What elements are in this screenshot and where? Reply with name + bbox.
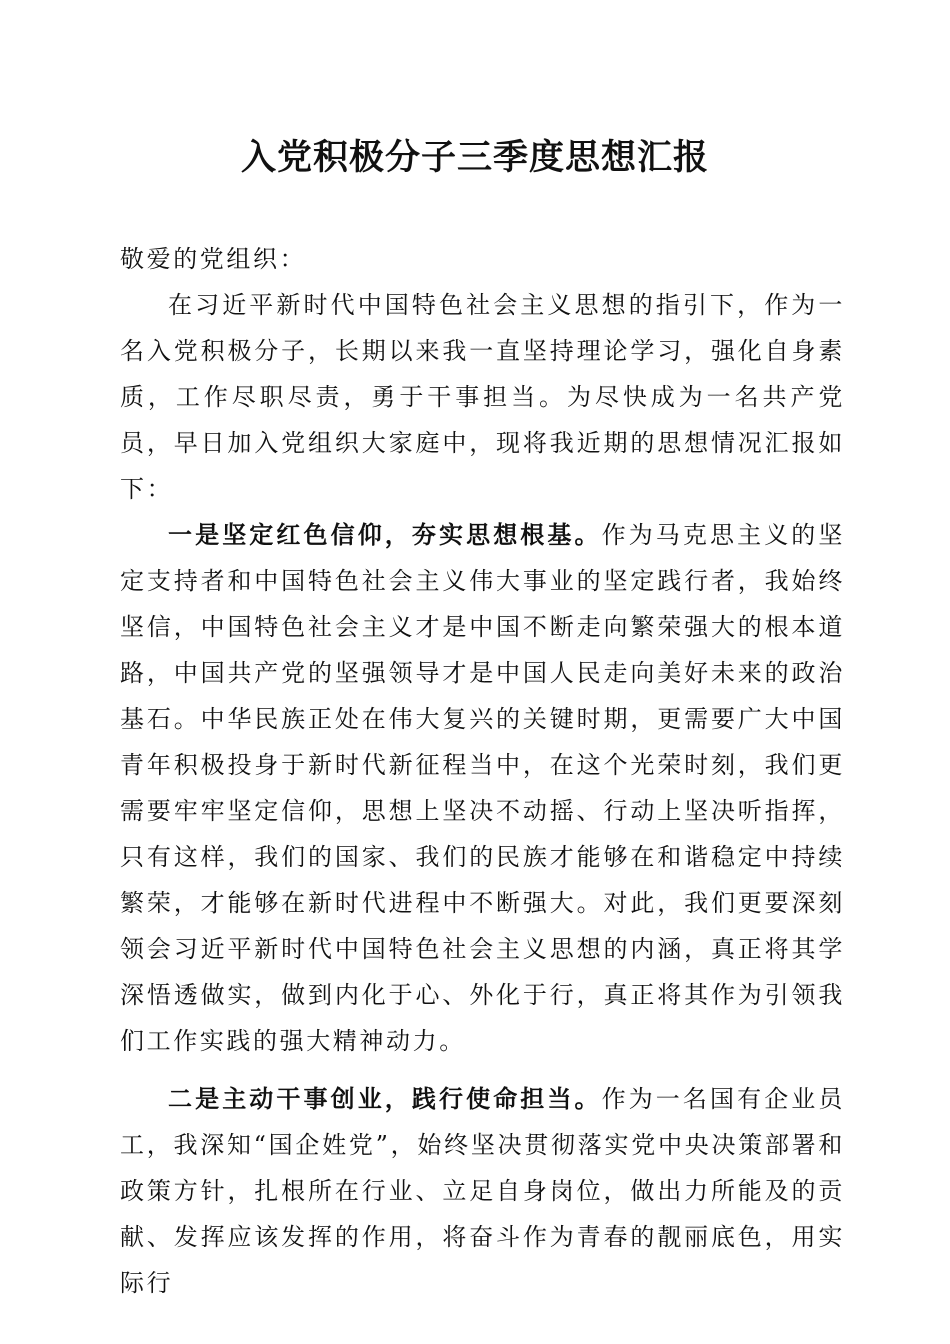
document-body bbox=[120, 236, 845, 1306]
intro-paragraph: 在习近平新时代中国特色社会主义思想的指引下，作为一名入党积极分子，长期以来我一直坚持理论学习，强化自身素质，工作尽职尽责，勇于干事担当。为尽快成为一名共产党员，早日加入党组织大家庭中，现将我近期的思想情况汇报如下： bbox=[120, 291, 845, 503]
section-body-1: 作为马克思主义的坚定支持者和中国特色社会主义伟大事业的坚定践行者，我始终坚信，中国特色社会主义才是中国不断走向繁荣强大的根本道路，中国共产党的坚强领导才是中国人民走向美好未来的政治基石。中华民族正处在伟大复兴的关键时期，更需要广大中国青年积极投身于新时代新征程当中，在这个光荣时刻，我们更需要牢牢坚定信仰，思想上坚决不动摇、行动上坚决听指挥，只有这样，我们的国家、我们的民族才能够在和谐稳定中持续繁荣，才能够在新时代进程中不断强大。对此，我们更要深刻领会习近平新时代中国特色社会主义思想的内涵，真正将其学深悟透做实，做到内化于心、外化于行，真正将其作为引领我们工作实践的强大精神动力。 bbox=[120, 521, 845, 1055]
section-paragraph-1 bbox=[120, 512, 845, 1064]
salutation: 敬爱的党组织： bbox=[120, 245, 307, 273]
section-paragraph-2 bbox=[120, 1076, 845, 1306]
document-title: 入党积极分子三季度思想汇报 bbox=[240, 137, 709, 178]
section-body-2: 作为一名国有企业员工，我深知“国企姓党”，始终坚决贯彻落实党中央决策部署和政策方针，扎根所在行业、立足自身岗位，做出力所能及的贡献、发挥应该发挥的作用，将奋斗作为青春的靓丽底色，用实际行 bbox=[120, 1085, 845, 1297]
section-heading-1: 一是坚定红色信仰，夯实思想根基。 bbox=[168, 520, 602, 549]
section-heading-2: 二是主动干事创业，践行使命担当。 bbox=[168, 1084, 602, 1113]
